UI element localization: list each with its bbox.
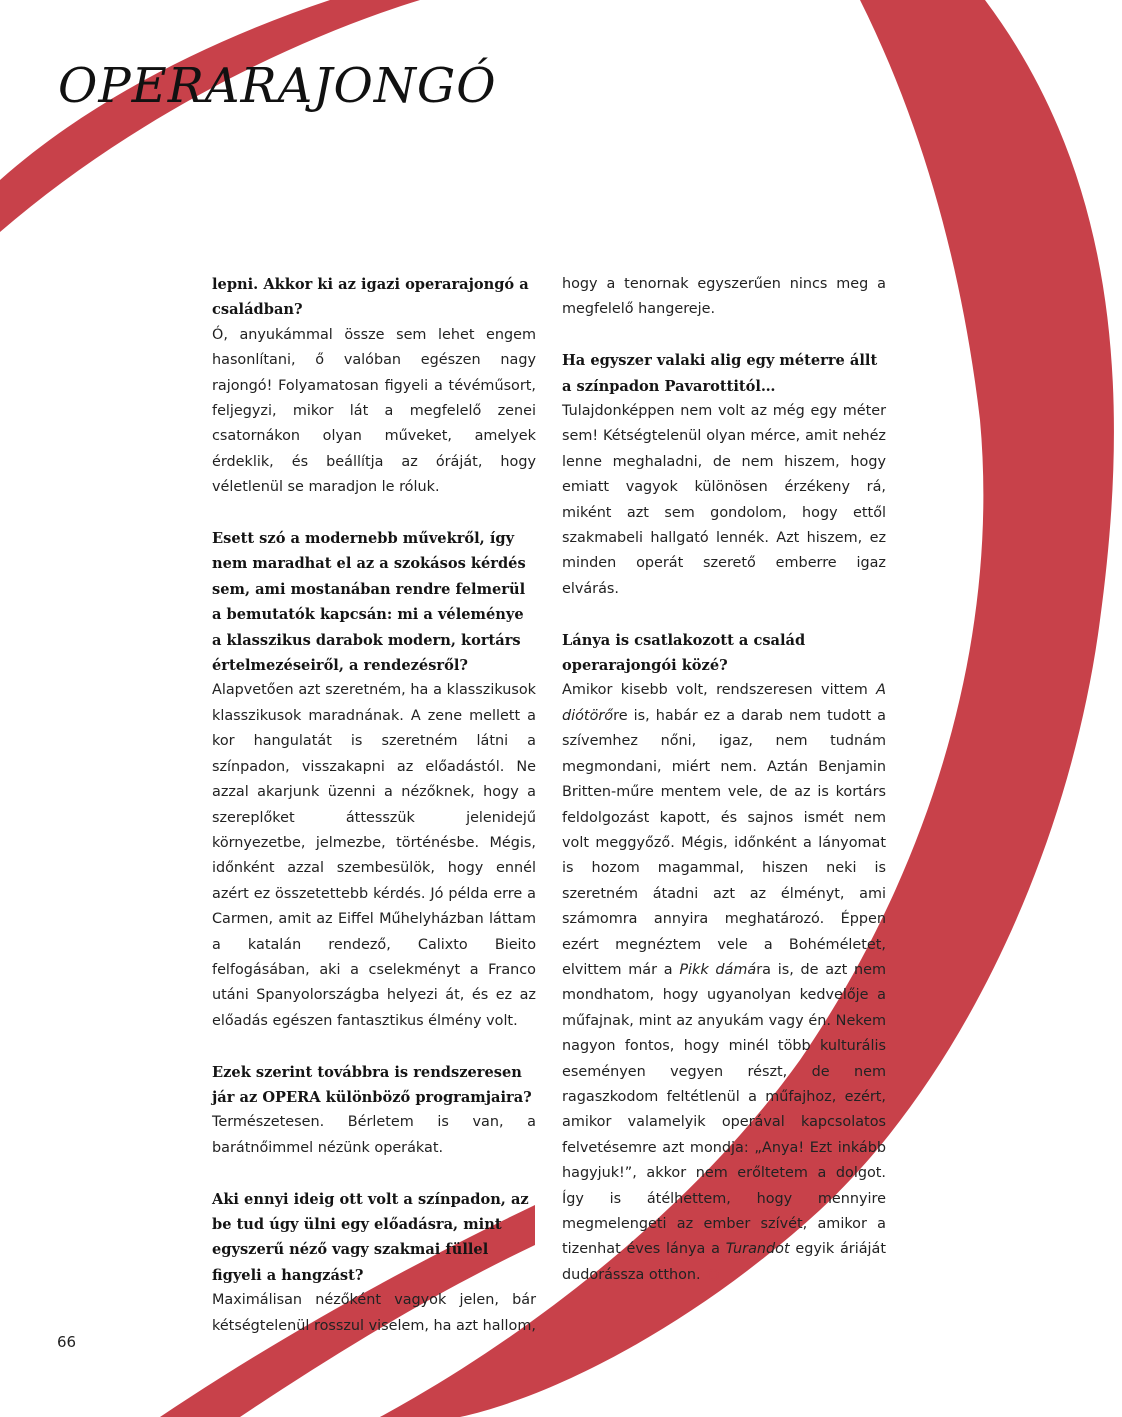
- red-band-upper-left: [0, 0, 420, 232]
- page-title: OPERARAJONGÓ: [58, 58, 497, 114]
- italic-title: Pikk dámá: [679, 961, 757, 978]
- interview-question: Lánya is csatlakozott a család operarajongói közé?: [562, 631, 806, 675]
- qa-block: [562, 272, 886, 323]
- interview-question: Aki ennyi ideig ott volt a színpadon, az be tud úgy ülni egy előadásra, mint egyszerű néző vagy szakmai füllel figyeli a hangzást?: [212, 1190, 529, 1284]
- italic-title: Turandot: [725, 1241, 790, 1258]
- interview-answer: [562, 272, 886, 323]
- answer-text: hogy a tenornak egyszerűen nincs meg a megfelelő hangereje.: [562, 276, 886, 318]
- answer-text: ra is, de azt nem mondhatom, hogy ugyanolyan kedvelője a műfajnak, mint az anyukám vagy én. Nekem nagyon fontos, hogy minél több kulturális eseményen vegyen részt, de nem ragaszkodom feltétlenül a műfajhoz, ezért, amikor valamelyik operával kapcsolatos felvetésemre azt mondja: „Anya! Ezt inkább hagyjuk!”, akkor nem erőltetem a dolgot. Így is átélhettem, hogy mennyire megmelengeti az ember szívét, amikor a tizenhat éves lánya a: [562, 961, 886, 1258]
- answer-text: Tulajdonképpen nem volt az még egy méter sem! Kétségtelenül olyan mérce, amit nehéz lenne meghaladni, de nem hiszem, hogy emiatt vagyok különösen érzékeny rá, miként azt sem gondolom, hogy ettől szakmabeli hallgató lennék. Azt hiszem, ez minden operát szerető emberre igaz elvárás.: [562, 403, 886, 597]
- answer-text: Ó, anyukámmal össze sem lehet engem hasonlítani, ő valóban egészen nagy rajongó! Folyamatosan figyeli a tévéműsort, feljegyzi, mikor lát a megfelelő zenei csatornákon olyan műveket, amelyek érdeklik, és beállítja az óráját, hogy véletlenül se maradjon le róluk.: [212, 326, 536, 496]
- answer-text: Alapvetően azt szeretném, ha a klasszikusok klasszikusok maradnának. A zene mellett a kor hangulatát is szeretném látni a színpadon, visszakapni az előadástól. Ne azzal akarjunk üzenni a nézőknek, hogy a szereplőket áttesszük jelenidejű környezetbe, jelmezbe, történésbe. Mégis, időnként azzal szembesülök, hogy ennél azért ez összetettebb kérdés. Jó példa erre a Carmen, amit az Eiffel Műhelyházban láttam a katalán rendező, Calixto Bieito felfogásában, aki a cselekményt a Franco utáni Spanyolországba helyezi át, és ez az előadás egészen fantasztikus élmény volt.: [212, 682, 536, 1029]
- qa-block: [212, 526, 536, 1034]
- answer-text: egyik áriáját dudorássza otthon.: [562, 1241, 887, 1283]
- page-number: 66: [57, 1333, 77, 1351]
- qa-block: [562, 628, 886, 1289]
- interview-answer: [212, 1110, 536, 1161]
- interview-answer: [562, 399, 886, 602]
- article-column-left: [212, 272, 536, 1364]
- interview-question: Esett szó a modernebb művekről, így nem maradhat el az a szokásos kérdés sem, ami mostanában rendre felmerül a bemutatók kapcsán: mi a véleménye a klasszikus darabok modern, kortárs értelmezéseiről, a rendezésről?: [212, 530, 526, 675]
- qa-block: [212, 1187, 536, 1339]
- answer-text: Amikor kisebb volt, rendszeresen vittem: [562, 682, 877, 699]
- interview-question: Ezek szerint továbbra is rendszeresen jár az OPERA különböző programjaira?: [212, 1063, 532, 1106]
- interview-answer: [212, 1288, 536, 1339]
- answer-text: re is, habár ez a darab nem tudott a szívemhez nőni, igaz, nem tudnám megmondani, miért nem. Aztán Benjamin Britten-műre mentem vele, de az is kortárs feldolgozást kapott, és sajnos ismét nem volt meggyőző. Mégis, időnként a lányomat is hozom magammal, hiszen neki is szeretném átadni azt az élményt, ami számomra annyira meghatározó. Éppen ezért megnéztem vele a Bohéméletet, elvittem már a: [562, 707, 886, 978]
- answer-text: Maximálisan nézőként vagyok jelen, bár kétségtelenül rosszul viselem, ha azt hallom,: [212, 1292, 536, 1334]
- interview-answer: [212, 678, 536, 1034]
- answer-text: Természetesen. Bérletem is van, a barátnőimmel nézünk operákat.: [212, 1114, 536, 1156]
- qa-block: [212, 1060, 536, 1162]
- qa-block: [212, 272, 536, 501]
- interview-question: lepni. Akkor ki az igazi operarajongó a családban?: [212, 276, 529, 319]
- interview-question: Ha egyszer valaki alig egy méterre állt a színpadon Pavarottitól…: [562, 352, 878, 395]
- interview-answer: [212, 323, 536, 501]
- end-of-article-icon: [707, 1269, 719, 1281]
- qa-block: [562, 348, 886, 602]
- italic-title: A diótörő: [562, 682, 886, 724]
- interview-answer: [562, 678, 886, 1288]
- article-column-right: [562, 272, 886, 1314]
